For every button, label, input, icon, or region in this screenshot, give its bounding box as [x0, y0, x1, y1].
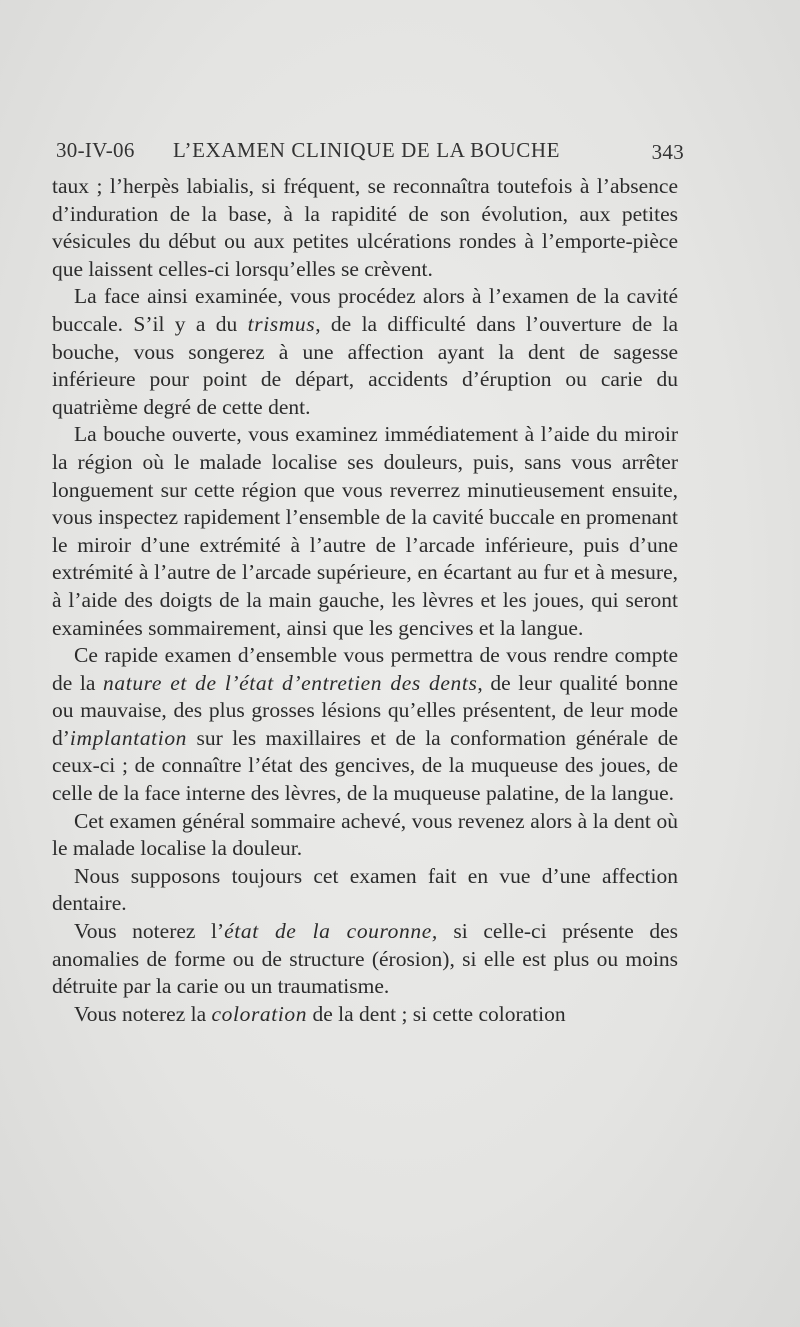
paragraph-1: taux ; l’herpès labialis, si fréquent, se reconnaîtra toutefois à l’absence d’induration de la base, à la rapidité de son évolution, aux petites vésicules du début ou aux petites ulcérations rondes à l’emporte-pièce que laissent celles-ci lorsqu’elles se crèvent. — [52, 174, 678, 281]
paragraph-8-italic: coloration — [211, 1001, 308, 1026]
paragraph-4-text: Ce rapide examen d’ensemble vous permettra de vous rendre compte de la — [52, 643, 678, 695]
paragraph-7-text: Vous noterez l’ — [74, 919, 225, 944]
paragraph-7-italic: état de la couronne, — [224, 919, 438, 944]
paragraph-2-text: La face ainsi examinée, vous procédez alors à l’examen de la cavité buccale. S’il y a du — [52, 284, 678, 336]
header-date: 30-IV-06 — [56, 138, 135, 162]
header-title: L’EXAMEN CLINIQUE DE LA BOUCHE — [173, 138, 561, 162]
paragraph-7 — [52, 918, 678, 1001]
paragraph-4-text-end: sur les maxillaires et de la conformation générale de ceux-ci ; de connaître l’état des gencives, de la muqueuse des joues, de celle de la face interne des lèvres, de la muqueuse palatine, de la langue. — [52, 725, 678, 806]
paragraph-7-text-cont: si celle-ci présente des anomalies de forme ou de structure (érosion), si elle est plus ou moins détruite par la carie ou un traumatisme. — [52, 919, 678, 999]
paragraph-2-text-cont: , de la difficulté dans l’ouverture de la bouche, vous songerez à une affection ayant la dent de sagesse inférieure pour point de départ, accidents d’éruption ou carie du quatrième degré de cette dent. — [52, 311, 678, 419]
paragraph-8-text-cont: de la dent ; si cette coloration — [307, 1001, 566, 1026]
paragraph-5: Cet examen général sommaire achevé, vous revenez alors à la dent où le malade localise la douleur. — [52, 808, 678, 861]
page-number: 343 — [651, 140, 684, 164]
paragraph-8 — [52, 1001, 678, 1029]
paragraph-3: La bouche ouverte, vous examinez immédiatement à l’aide du miroir la région où le malade localise ses douleurs, puis, sans vous arrêter longuement sur cette région que vous reverrez minutieusement ensuite, vous inspectez rapidement l’ensemble de la cavité buccale en promenant le miroir d’une extrémité à l’autre de l’arcade inférieure, puis d’une extrémité à l’autre de l’arcade supérieure, en écartant au fur et à mesure, à l’aide des doigts de la main gauche, les lèvres et les joues, qui seront examinées sommairement, ainsi que les gencives et la langue. — [52, 422, 678, 640]
paragraph-4-text-cont: , de leur qualité bonne ou mauvaise, des plus grosses lésions qu’elles présentent, de leur mode d’ — [52, 670, 678, 750]
paragraph-8-text: Vous noterez la — [74, 1001, 212, 1026]
paragraph-4-italic-2: implantation — [69, 725, 188, 750]
paragraph-4-italic-1: nature et de l’état d’entretien des dents — [103, 670, 478, 695]
body-text — [52, 173, 678, 1028]
paragraph-6: Nous supposons toujours cet examen fait en vue d’une affection dentaire. — [52, 863, 678, 916]
paragraph-2-italic: trismus — [247, 311, 316, 336]
paragraph-2 — [52, 283, 678, 421]
paragraph-4 — [52, 642, 678, 808]
